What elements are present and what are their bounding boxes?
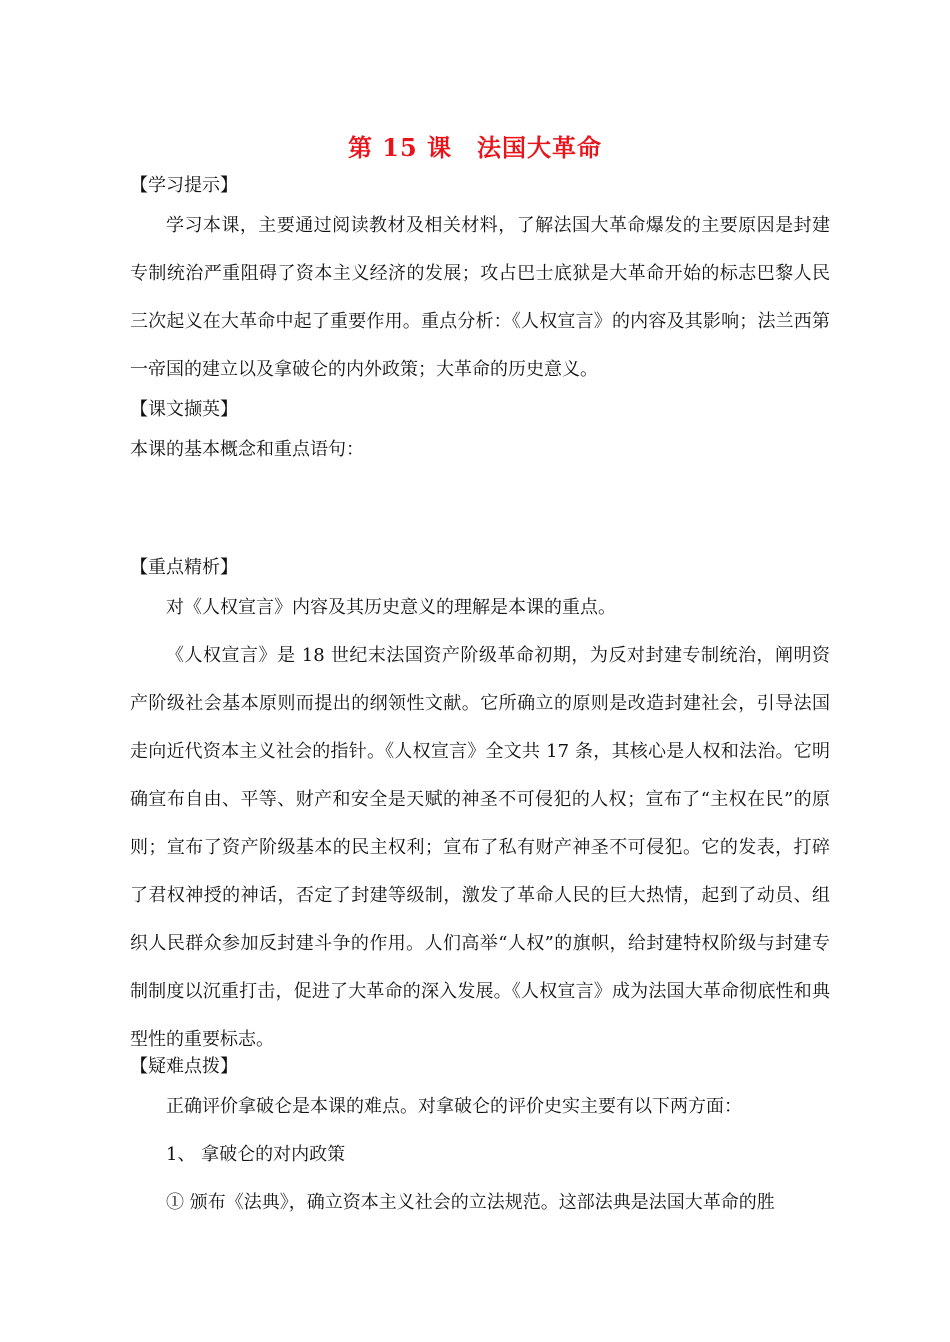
key-points-heading: 【重点精析】 xyxy=(130,557,238,578)
excerpts-heading: 【课文撷英】 xyxy=(130,399,238,420)
difficult-points-item-1-sub: ① 颁布《法典》，确立资本主义社会的立法规范。这部法典是法国大革命的胜 xyxy=(166,1192,775,1213)
key-points-intro: 对《人权宣言》内容及其历史意义的理解是本课的重点。 xyxy=(166,597,616,618)
key-points-text: 《人权宣言》是 18 世纪末法国资产阶级革命初期，为反对封建专制统治，阐明资产阶级社会基本原则而提出的纲领性文献。它所确立的原则是改造封建社会，引导法国走向近代资本主义社会的指针。《人权宣言》全文共 17 条，其核心是人权和法治。它明确宣布自由、平等、财产和安全是天赋的神圣不可侵犯的人权；宣布了“主权在民”的原则；宣布了资产阶级基本的民主权利；宣布了私有财产神圣不可侵犯。它的发表，打碎了君权神授的神话，否定了封建等级制，激发了革命人民的巨大热情，起到了动员、组织人民群众参加反封建斗争的作用。人们高举“人权”的旗帜，给封建特权阶级与封建专制制度以沉重打击，促进了大革命的深入发展。《人权宣言》成为法国大革命彻底性和典型性的重要标志。 xyxy=(130,645,830,1050)
difficult-points-item-1: 1、 拿破仑的对内政策 xyxy=(166,1144,346,1165)
key-points-section xyxy=(130,556,830,1064)
page-title: 第 15 课 法国大革命 xyxy=(347,133,603,162)
excerpts-text: 本课的基本概念和重点语句： xyxy=(130,439,364,460)
study-tips-text: 学习本课，主要通过阅读教材及相关材料，了解法国大革命爆发的主要原因是封建专制统治严重阻碍了资本主义经济的发展；攻占巴士底狱是大革命开始的标志巴黎人民三次起义在大革命中起了重要作用。重点分析：《人权宣言》的内容及其影响；法兰西第一帝国的建立以及拿破仑的内外政策；大革命的历史意义。 xyxy=(130,215,830,380)
study-tips-section xyxy=(130,174,830,394)
difficult-points-heading: 【疑难点拨】 xyxy=(130,1056,238,1077)
excerpts-section xyxy=(130,398,830,462)
study-tips-heading: 【学习提示】 xyxy=(130,175,238,196)
difficult-points-intro: 正确评价拿破仑是本课的难点。对拿破仑的评价史实主要有以下两方面： xyxy=(166,1096,742,1117)
difficult-points-section xyxy=(130,1055,830,1227)
